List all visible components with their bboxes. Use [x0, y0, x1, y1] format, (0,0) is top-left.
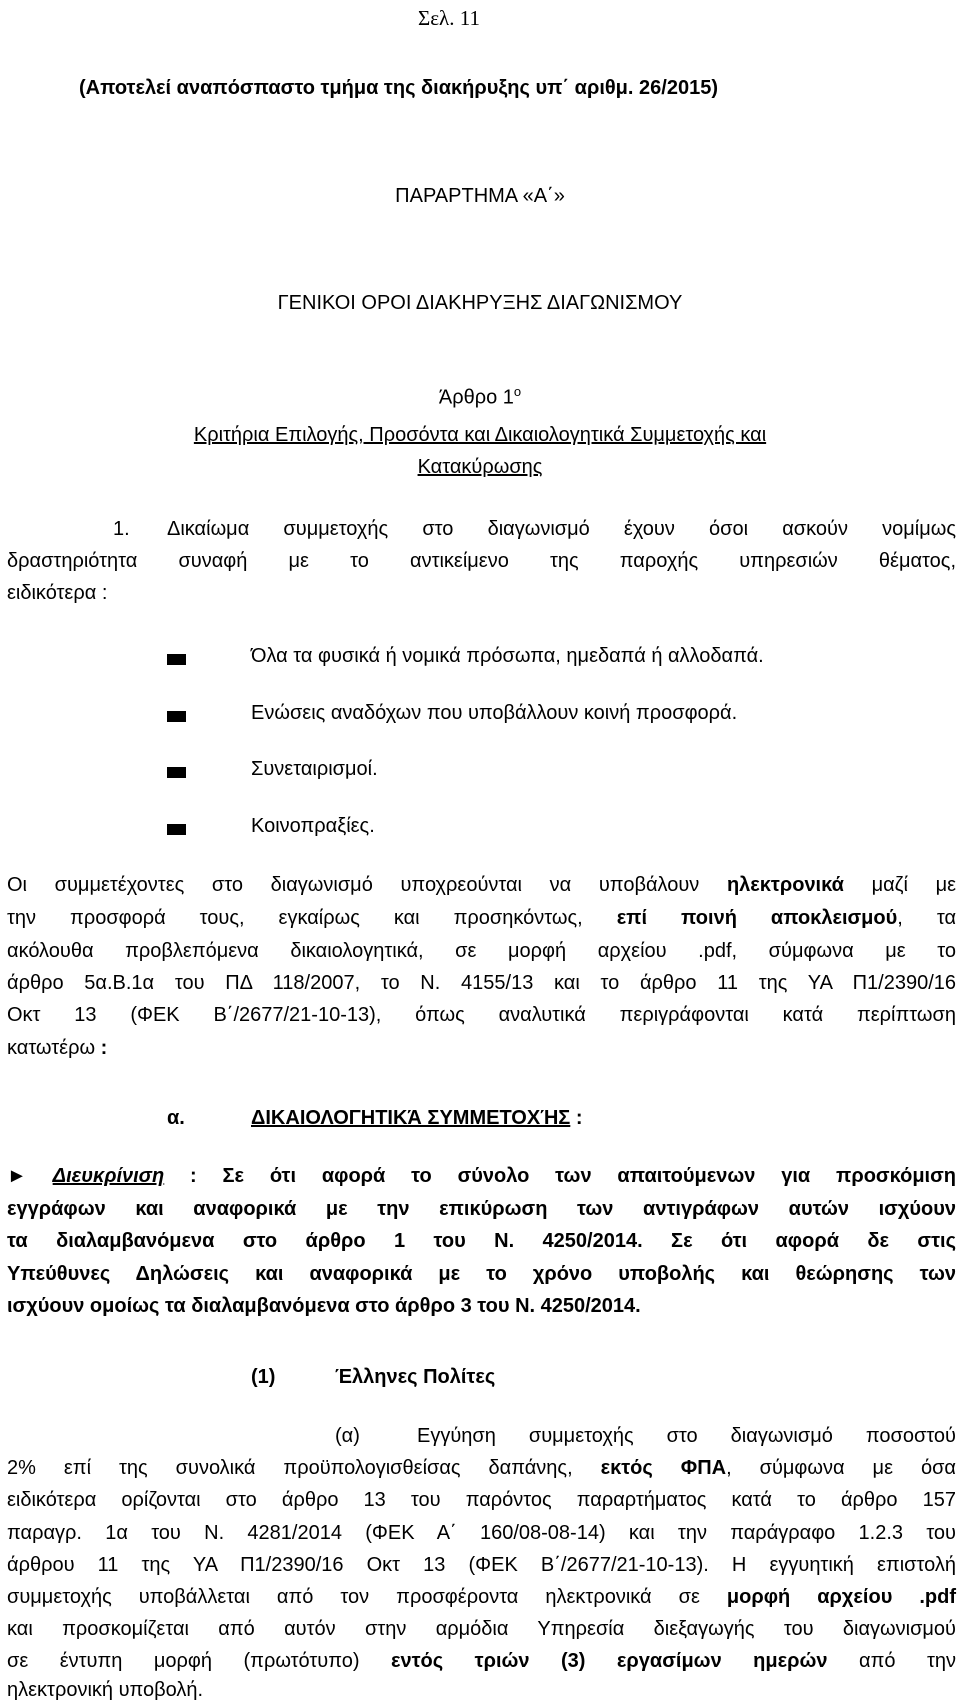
subsection-number: (1) — [251, 1366, 276, 1388]
guarantee-bold-deadline: εντός τριών (3) εργασίμων ημερών — [391, 1650, 828, 1672]
para2-text: Οι συμμετέχοντες στο διαγωνισμό υποχρεούνται να υποβάλουν — [7, 874, 700, 896]
para1-line3: ειδικότερα : — [7, 582, 108, 604]
para2-text: , τα — [897, 907, 957, 929]
guarantee-line4: παραγρ. 1α του Ν. 4281/2014 (ΦΕΚ Α΄ 160/08-08-14) και την παράγραφο 1.2.3 του — [7, 1522, 956, 1544]
clarification-line5: ισχύουν ομοίως τα διαλαμβανόμενα στο άρθρο 3 του Ν. 4250/2014. — [7, 1295, 641, 1317]
article-subtitle-line1: Κριτήρια Επιλογής, Προσόντα και Δικαιολογητικά Συμμετοχής και — [193, 424, 767, 446]
para1-line2: δραστηριότητα συναφή με το αντικείμενο της παροχής υπηρεσιών θέματος, — [7, 550, 956, 572]
guarantee-line5: άρθρου 11 της ΥΑ Π1/2390/16 Οκτ 13 (ΦΕΚ Β΄/2677/21-10-13). Η εγγυητική επιστολή — [7, 1554, 956, 1576]
article-subtitle-line2: Κατακύρωσης — [417, 456, 543, 478]
clarification-text: Σε ότι αφορά το σύνολο των απαιτούμενων για προσκόμιση — [222, 1165, 957, 1187]
article-title-text: Άρθρο 1 — [438, 386, 514, 409]
guarantee-line9: ηλεκτρονική υποβολή. — [7, 1679, 204, 1701]
guarantee-text: σε έντυπη μορφή (πρωτότυπο) — [7, 1650, 360, 1672]
arrow-right-icon: ► — [7, 1165, 27, 1187]
annex-title: ΠΑΡΑΡΤΗΜΑ «Α΄» — [395, 185, 565, 207]
guarantee-line6 — [7, 1585, 956, 1609]
bullet-marker — [167, 711, 186, 722]
para2-text: μαζί με — [871, 874, 957, 896]
bullet-item-2: Ενώσεις αναδόχων που υποβάλλουν κοινή προσφορά. — [251, 702, 738, 724]
para2-line2 — [7, 906, 956, 930]
page-number: Σελ. 11 — [418, 6, 480, 30]
guarantee-text: 2% επί της συνολικά προϋπολογισθείσας δαπάνης, — [7, 1457, 573, 1479]
guarantee-line1: Εγγύηση συμμετοχής στο διαγωνισμό ποσοστού — [417, 1425, 956, 1447]
bullet-item-3: Συνεταιρισμοί. — [251, 758, 378, 780]
article-title — [0, 380, 960, 410]
section-a-heading — [251, 1106, 583, 1130]
clarification-label: Διευκρίνιση — [52, 1165, 165, 1187]
guarantee-line2 — [7, 1456, 956, 1480]
para2-line3: ακόλουθα προβλεπόμενα δικαιολογητικά, σε μορφή αρχείου .pdf, σύμφωνα με το — [7, 940, 956, 962]
clarification-colon: : — [190, 1165, 197, 1187]
para2-text: κατωτέρω — [7, 1037, 96, 1059]
clarification-line1 — [7, 1164, 956, 1188]
guarantee-text: , σύμφωνα με όσα — [726, 1457, 956, 1479]
clarification-line3: τα διαλαμβανόμενα στο άρθρο 1 του Ν. 4250/2014. Σε ότι αφορά δε στις — [7, 1230, 956, 1252]
excerpt-note: (Αποτελεί αναπόσπαστο τμήμα της διακήρυξης υπ΄ αριθμ. 26/2015) — [79, 77, 718, 99]
para2-colon: : — [100, 1037, 108, 1059]
para2-bold-electronic: ηλεκτρονικά — [726, 874, 844, 896]
clarification-line2: εγγράφων και αναφορικά με την επικύρωση των αντιγράφων αυτών ισχύουν — [7, 1198, 956, 1220]
bullet-marker — [167, 654, 186, 665]
guarantee-text: συμμετοχής υποβάλλεται από τον προσφέροντα ηλεκτρονικά σε — [7, 1586, 700, 1608]
guarantee-line3: ειδικότερα ορίζονται στο άρθρο 13 του παρόντος παραρτήματος κατά το άρθρο 157 — [7, 1489, 956, 1511]
guarantee-bold-vat: εκτός ΦΠΑ — [600, 1457, 727, 1479]
para2-line1 — [7, 873, 956, 897]
guarantee-line7: και προσκομίζεται από αυτόν στην αρμόδια Υπηρεσία διεξαγωγής του διαγωνισμού — [7, 1618, 956, 1640]
para2-line5: Οκτ 13 (ΦΕΚ Β΄/2677/21-10-13), όπως αναλυτικά περιγράφονται κατά περίπτωση — [7, 1004, 956, 1026]
guarantee-text: από την — [859, 1650, 956, 1672]
bullet-item-4: Κοινοπραξίες. — [251, 815, 375, 837]
para1-number: 1. — [113, 518, 130, 540]
para1-line1: Δικαίωμα συμμετοχής στο διαγωνισμό έχουν όσοι ασκούν νομίμως — [167, 518, 956, 540]
bullet-marker — [167, 767, 186, 778]
general-terms-heading: ΓΕΝΙΚΟΙ ΟΡΟΙ ΔΙΑΚΗΡΥΞΗΣ ΔΙΑΓΩΝΙΣΜΟΥ — [277, 292, 683, 314]
section-a-title: ΔΙΚΑΙΟΛΟΓΗΤΙΚΆ ΣΥΜΜΕΤΟΧΉΣ — [251, 1107, 571, 1129]
article-superscript: ο — [513, 384, 522, 399]
para2-text: την προσφορά τους, εγκαίρως και προσηκόντως, — [7, 907, 583, 929]
section-a-colon: : — [575, 1107, 583, 1129]
subsection-title: Έλληνες Πολίτες — [335, 1366, 496, 1388]
guarantee-bold-pdf: μορφή αρχείου .pdf — [726, 1586, 957, 1608]
guarantee-line8 — [7, 1649, 956, 1673]
bullet-marker — [167, 824, 186, 835]
para2-bold-exclusion: επί ποινή αποκλεισμού — [616, 907, 898, 929]
section-a-label: α. — [167, 1107, 185, 1129]
para2-line4: άρθρο 5α.Β.1α του ΠΔ 118/2007, το Ν. 4155/13 και το άρθρο 11 της ΥΑ Π1/2390/16 — [7, 972, 956, 994]
guarantee-label: (α) — [335, 1425, 360, 1447]
clarification-line4: Υπεύθυνες Δηλώσεις και αναφορικά με το χρόνο υποβολής και θεώρησης των — [7, 1263, 956, 1285]
para2-line6 — [7, 1036, 107, 1060]
bullet-item-1: Όλα τα φυσικά ή νομικά πρόσωπα, ημεδαπά ή αλλοδαπά. — [251, 645, 764, 667]
